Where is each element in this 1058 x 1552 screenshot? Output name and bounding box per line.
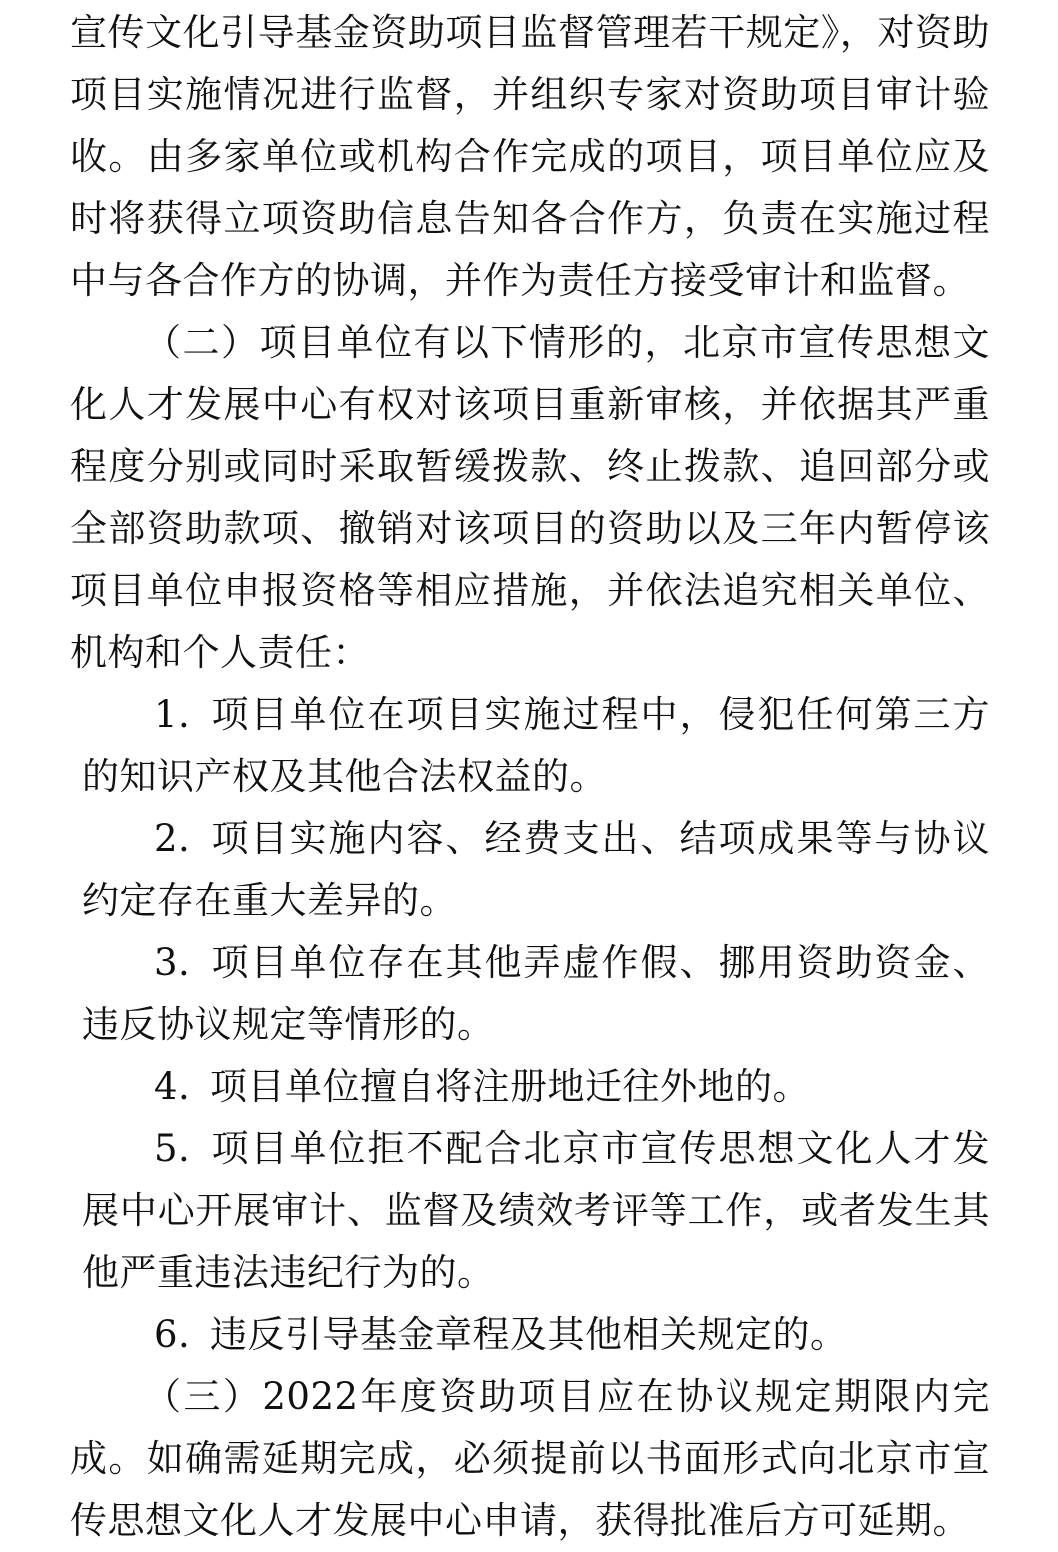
list-item: [70, 684, 990, 808]
list-item: [70, 932, 990, 1056]
list-item-number: 3.: [154, 941, 191, 984]
list-item-number: 2.: [154, 817, 191, 860]
list-item-number: 4.: [154, 1065, 191, 1108]
list-item-text: 项目单位存在其他弄虚作假、挪用资助资金、违反协议规定等情形的。: [82, 941, 990, 1046]
list-item-number: 1.: [154, 693, 191, 736]
list-item-number: 5.: [154, 1127, 191, 1170]
paragraph-section-two: （二）项目单位有以下情形的，北京市宣传思想文化人才发展中心有权对该项目重新审核，并依据其严重程度分别或同时采取暂缓拨款、终止拨款、追回部分或全部资助款项、撤销对该项目的资助以及三年内暂停该项目单位申报资格等相应措施，并依法追究相关单位、机构和个人责任：: [70, 321, 990, 674]
list-item: [70, 808, 990, 932]
list-item-text: 项目单位在项目实施过程中，侵犯任何第三方的知识产权及其他合法权益的。: [82, 693, 990, 798]
list-item: [70, 1304, 990, 1366]
list-item-text: 项目单位擅自将注册地迁往外地的。: [210, 1065, 810, 1108]
list-item-text: 违反引导基金章程及其他相关规定的。: [210, 1313, 848, 1356]
list-item-text: 项目实施内容、经费支出、结项成果等与协议约定存在重大差异的。: [82, 817, 990, 922]
list-item-text: 项目单位拒不配合北京市宣传思想文化人才发展中心开展审计、监督及绩效考评等工作，或者发生其他严重违法违纪行为的。: [82, 1127, 990, 1294]
paragraph-section-three: （三）2022年度资助项目应在协议规定期限内完成。如确需延期完成，必须提前以书面形式向北京市宣传思想文化人才发展中心申请，获得批准后方可延期。: [70, 1375, 990, 1542]
document-page: [70, 2, 990, 1552]
list-item: [70, 1056, 990, 1118]
paragraph-continuation: 宣传文化引导基金资助项目监督管理若干规定》，对资助项目实施情况进行监督，并组织专家对资助项目审计验收。由多家单位或机构合作完成的项目，项目单位应及时将获得立项资助信息告知各合作方，负责在实施过程中与各合作方的协调，并作为责任方接受审计和监督。: [70, 11, 990, 302]
list-item-number: 6.: [154, 1313, 191, 1356]
list-item: [70, 1118, 990, 1304]
